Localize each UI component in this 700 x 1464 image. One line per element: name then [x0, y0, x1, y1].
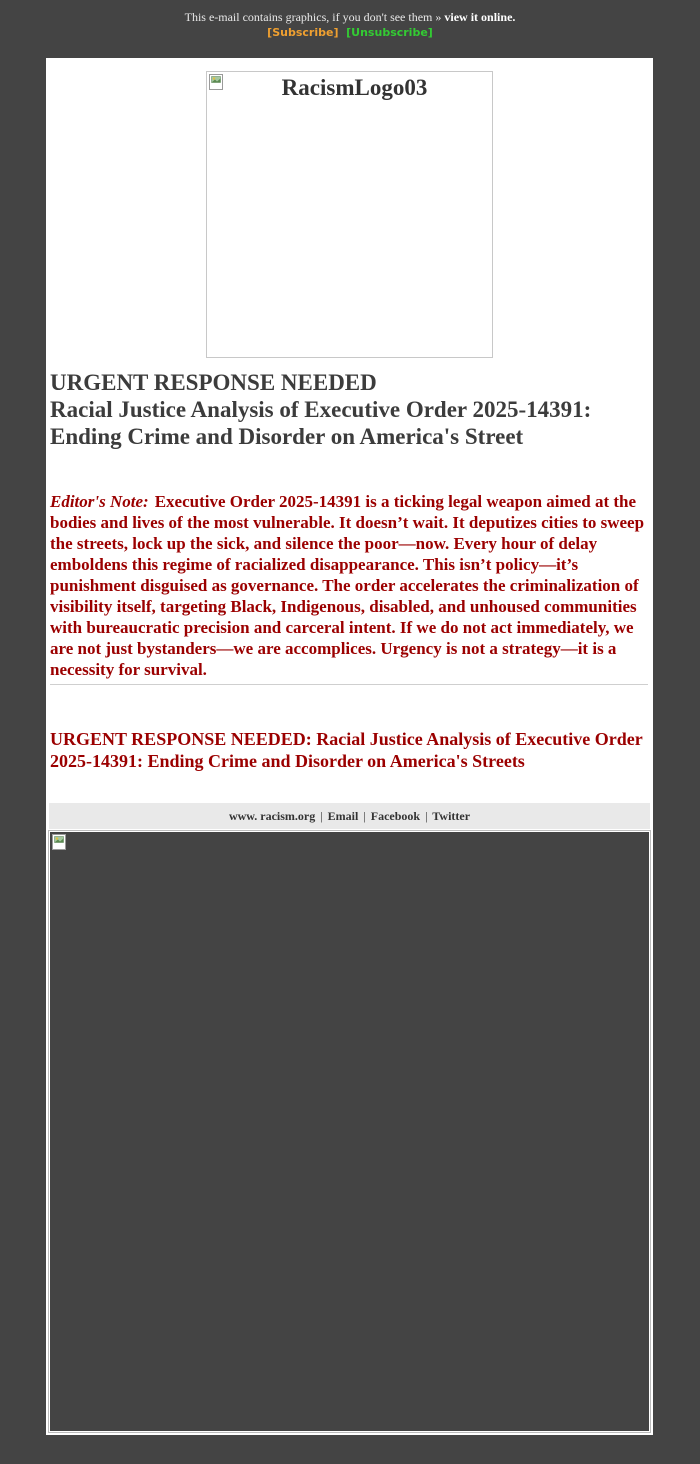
banner-image[interactable]	[49, 831, 650, 1432]
subscribe-link[interactable]: Subscribe	[272, 26, 334, 39]
unsubscribe-link[interactable]: Unsubscribe	[351, 26, 428, 39]
bracket: ]	[427, 26, 433, 39]
editor-note-label: Editor's Note:	[50, 492, 149, 511]
separator: |	[425, 809, 428, 823]
broken-image-icon	[52, 834, 66, 850]
headline-title: Racial Justice Analysis of Executive Order 2025-14391: Ending Crime and Disorder on America's Street	[50, 397, 592, 449]
bracket: [	[267, 26, 273, 39]
bracket: [	[346, 26, 352, 39]
preheader	[0, 10, 700, 40]
website-link[interactable]: www. racism.org	[228, 809, 316, 823]
separator: |	[320, 809, 323, 823]
article-link[interactable]: URGENT RESPONSE NEEDED: Racial Justice Analysis of Executive Order 2025-14391: Ending Crime and Disorder on America's Streets	[50, 729, 643, 771]
editor-note-body: Executive Order 2025-14391 is a ticking legal weapon aimed at the bodies and lives of the most vulnerable. It doesn’t wait. It deputizes cities to sweep the streets, lock up the sick, and silence the poor—now. Every hour of delay emboldens this regime of racialized disappearance. This isn’t policy—it’s punishment disguised as governance. The order accelerates the criminalization of visibility itself, targeting Black, Indigenous, disabled, and unhoused communities with bureaucratic precision and carceral intent. If we do not act immediately, we are not just bystanders—we are accomplices. Urgency is not a strategy—it is a necessity for survival.	[50, 492, 645, 679]
divider	[50, 684, 648, 685]
email-body	[46, 58, 653, 1435]
logo-alt-text: RacismLogo03	[281, 75, 428, 100]
preheader-line	[0, 10, 700, 25]
email-link[interactable]: Email	[327, 809, 359, 823]
twitter-link[interactable]: Twitter	[432, 809, 471, 823]
logo-image[interactable]	[206, 71, 493, 358]
view-online-link[interactable]: view it online.	[444, 10, 516, 24]
subscription-links	[0, 25, 700, 40]
headline	[50, 369, 650, 450]
broken-image-icon	[209, 74, 223, 90]
preheader-text: This e-mail contains graphics, if you don't see them »	[184, 10, 445, 24]
headline-urgent: URGENT RESPONSE NEEDED	[50, 370, 377, 395]
separator: |	[363, 809, 366, 823]
editor-note	[50, 491, 650, 680]
footer-links	[49, 803, 650, 829]
facebook-link[interactable]: Facebook	[370, 809, 421, 823]
bracket: ]	[333, 26, 339, 39]
